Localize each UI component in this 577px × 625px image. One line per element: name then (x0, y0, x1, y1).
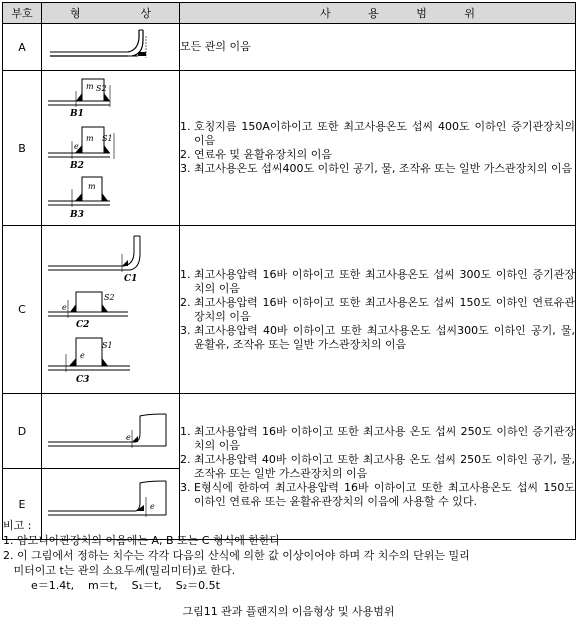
label-e: e (62, 303, 67, 312)
list-item: 1. 최고사용압력 16바 이하이고 또한 최고사용 온도 섭씨 250도 이하인 증기관장치의 이음 (180, 424, 575, 452)
note-line: 미터이고 t는 관의 소요두께(밀리미터)로 한다. (3, 564, 236, 577)
table-row-a (3, 24, 576, 71)
notes-heading: 비고 : (3, 519, 32, 532)
usage-list-c (180, 268, 575, 352)
usage-list-de (180, 425, 575, 509)
figure-cell-b (42, 71, 180, 226)
notes-block (3, 518, 573, 593)
label-s2: S2 (96, 84, 107, 93)
header-code: 부호 (3, 3, 42, 24)
label-b1: B1 (70, 109, 84, 119)
joint-shape-table (2, 2, 576, 540)
list-item: 1. 호칭지름 150A이하이고 또한 최고사용온도 섭씨 400도 이하인 증기관장치의 이음 (180, 120, 575, 147)
usage-cell-a (180, 24, 576, 71)
label-e: e (80, 351, 85, 360)
list-item: 2. 연료유 및 윤활유장치의 이음 (180, 148, 333, 161)
header-shape: 형 상 (42, 3, 180, 24)
list-item: 2. 최고사용압력 16바 이하이고 또한 최고사용온도 섭씨 150도 이하인 연료유관장치의 이음 (180, 295, 575, 323)
figure-cell-d (42, 394, 180, 469)
usage-cell-b (180, 71, 576, 226)
label-c1: C1 (124, 274, 138, 284)
usage-list-b (180, 120, 575, 176)
table-row-b (3, 71, 576, 226)
figure-c3 (48, 338, 130, 385)
figure-c2 (48, 292, 128, 330)
figure-b1 (48, 79, 110, 119)
label-b3: B3 (70, 210, 84, 220)
row-code: A (3, 24, 42, 71)
row-code: B (3, 71, 42, 226)
header-usage: 사 용 범 위 (180, 3, 576, 24)
joint-figure-c (42, 226, 180, 389)
label-e: e (150, 502, 155, 511)
figure-cell-a (42, 24, 180, 71)
label-s1: S1 (102, 134, 113, 143)
label-s1: S1 (102, 341, 113, 350)
label-s2: S2 (104, 293, 115, 302)
usage-text: 모든 관의 이음 (180, 40, 251, 53)
list-item: 2. 최고사용압력 40바 이하이고 또한 최고사용 온도 섭씨 250도 이하인 공기, 물, 조작유 또는 일반 가스관장치의 이음 (180, 452, 575, 480)
list-item: 3. 최고사용압력 40바 이하이고 또한 최고사용온도 섭씨300도 이하인 공기, 물, 윤활유, 조작유 또는 일반 가스관장치의 이음 (180, 323, 575, 351)
joint-figure-d (42, 394, 180, 464)
label-e: e (74, 142, 79, 151)
usage-cell-c (180, 226, 576, 394)
figure-b3 (48, 177, 110, 220)
table-row-d (3, 394, 576, 469)
row-code: C (3, 226, 42, 394)
joint-figure-a (42, 24, 180, 66)
figure-b2 (48, 127, 114, 171)
table-header-row (3, 3, 576, 24)
label-m: m (86, 134, 94, 143)
label-e: e (126, 433, 131, 442)
note-line: 1. 암모니아관장치의 이음에는 A, B 또는 C 형식에 한한다 (3, 534, 281, 547)
label-c2: C2 (76, 320, 90, 330)
table-row-c (3, 226, 576, 394)
joint-figure-b (42, 71, 180, 221)
list-item: 3. E형식에 한하여 최고사용압력 16바 이하이고 또한 최고사용온도 섭씨 150도 이하인 연료유 또는 윤활유관장치의 이음에 사용할 수 있다. (180, 480, 575, 508)
label-m: m (88, 182, 96, 191)
figure-c1 (48, 236, 140, 284)
list-item: 1. 최고사용압력 16바 이하이고 또한 최고사용온도 섭씨 300도 이하인 증기관장치의 이음 (180, 267, 575, 295)
list-item: 3. 최고사용온도 섭씨400도 이하인 공기, 물, 조작유 또는 일반 가스관장치의 이음 (180, 162, 573, 175)
figure-caption: 그림11 관과 플랜지의 이음형상 및 사용범위 (182, 605, 395, 618)
label-b2: B2 (70, 161, 84, 171)
label-m: m (86, 82, 94, 91)
note-formula: e＝1.4t, m＝t, S₁＝t, S₂＝0.5t (31, 579, 220, 592)
label-c3: C3 (76, 375, 90, 385)
row-code: E (3, 469, 42, 540)
row-code: D (3, 394, 42, 469)
note-line: 2. 이 그림에서 정하는 치수는 각각 다음의 산식에 의한 값 이상이어야 하며 각 치수의 단위는 밀리 (3, 549, 470, 562)
figure-cell-c (42, 226, 180, 394)
